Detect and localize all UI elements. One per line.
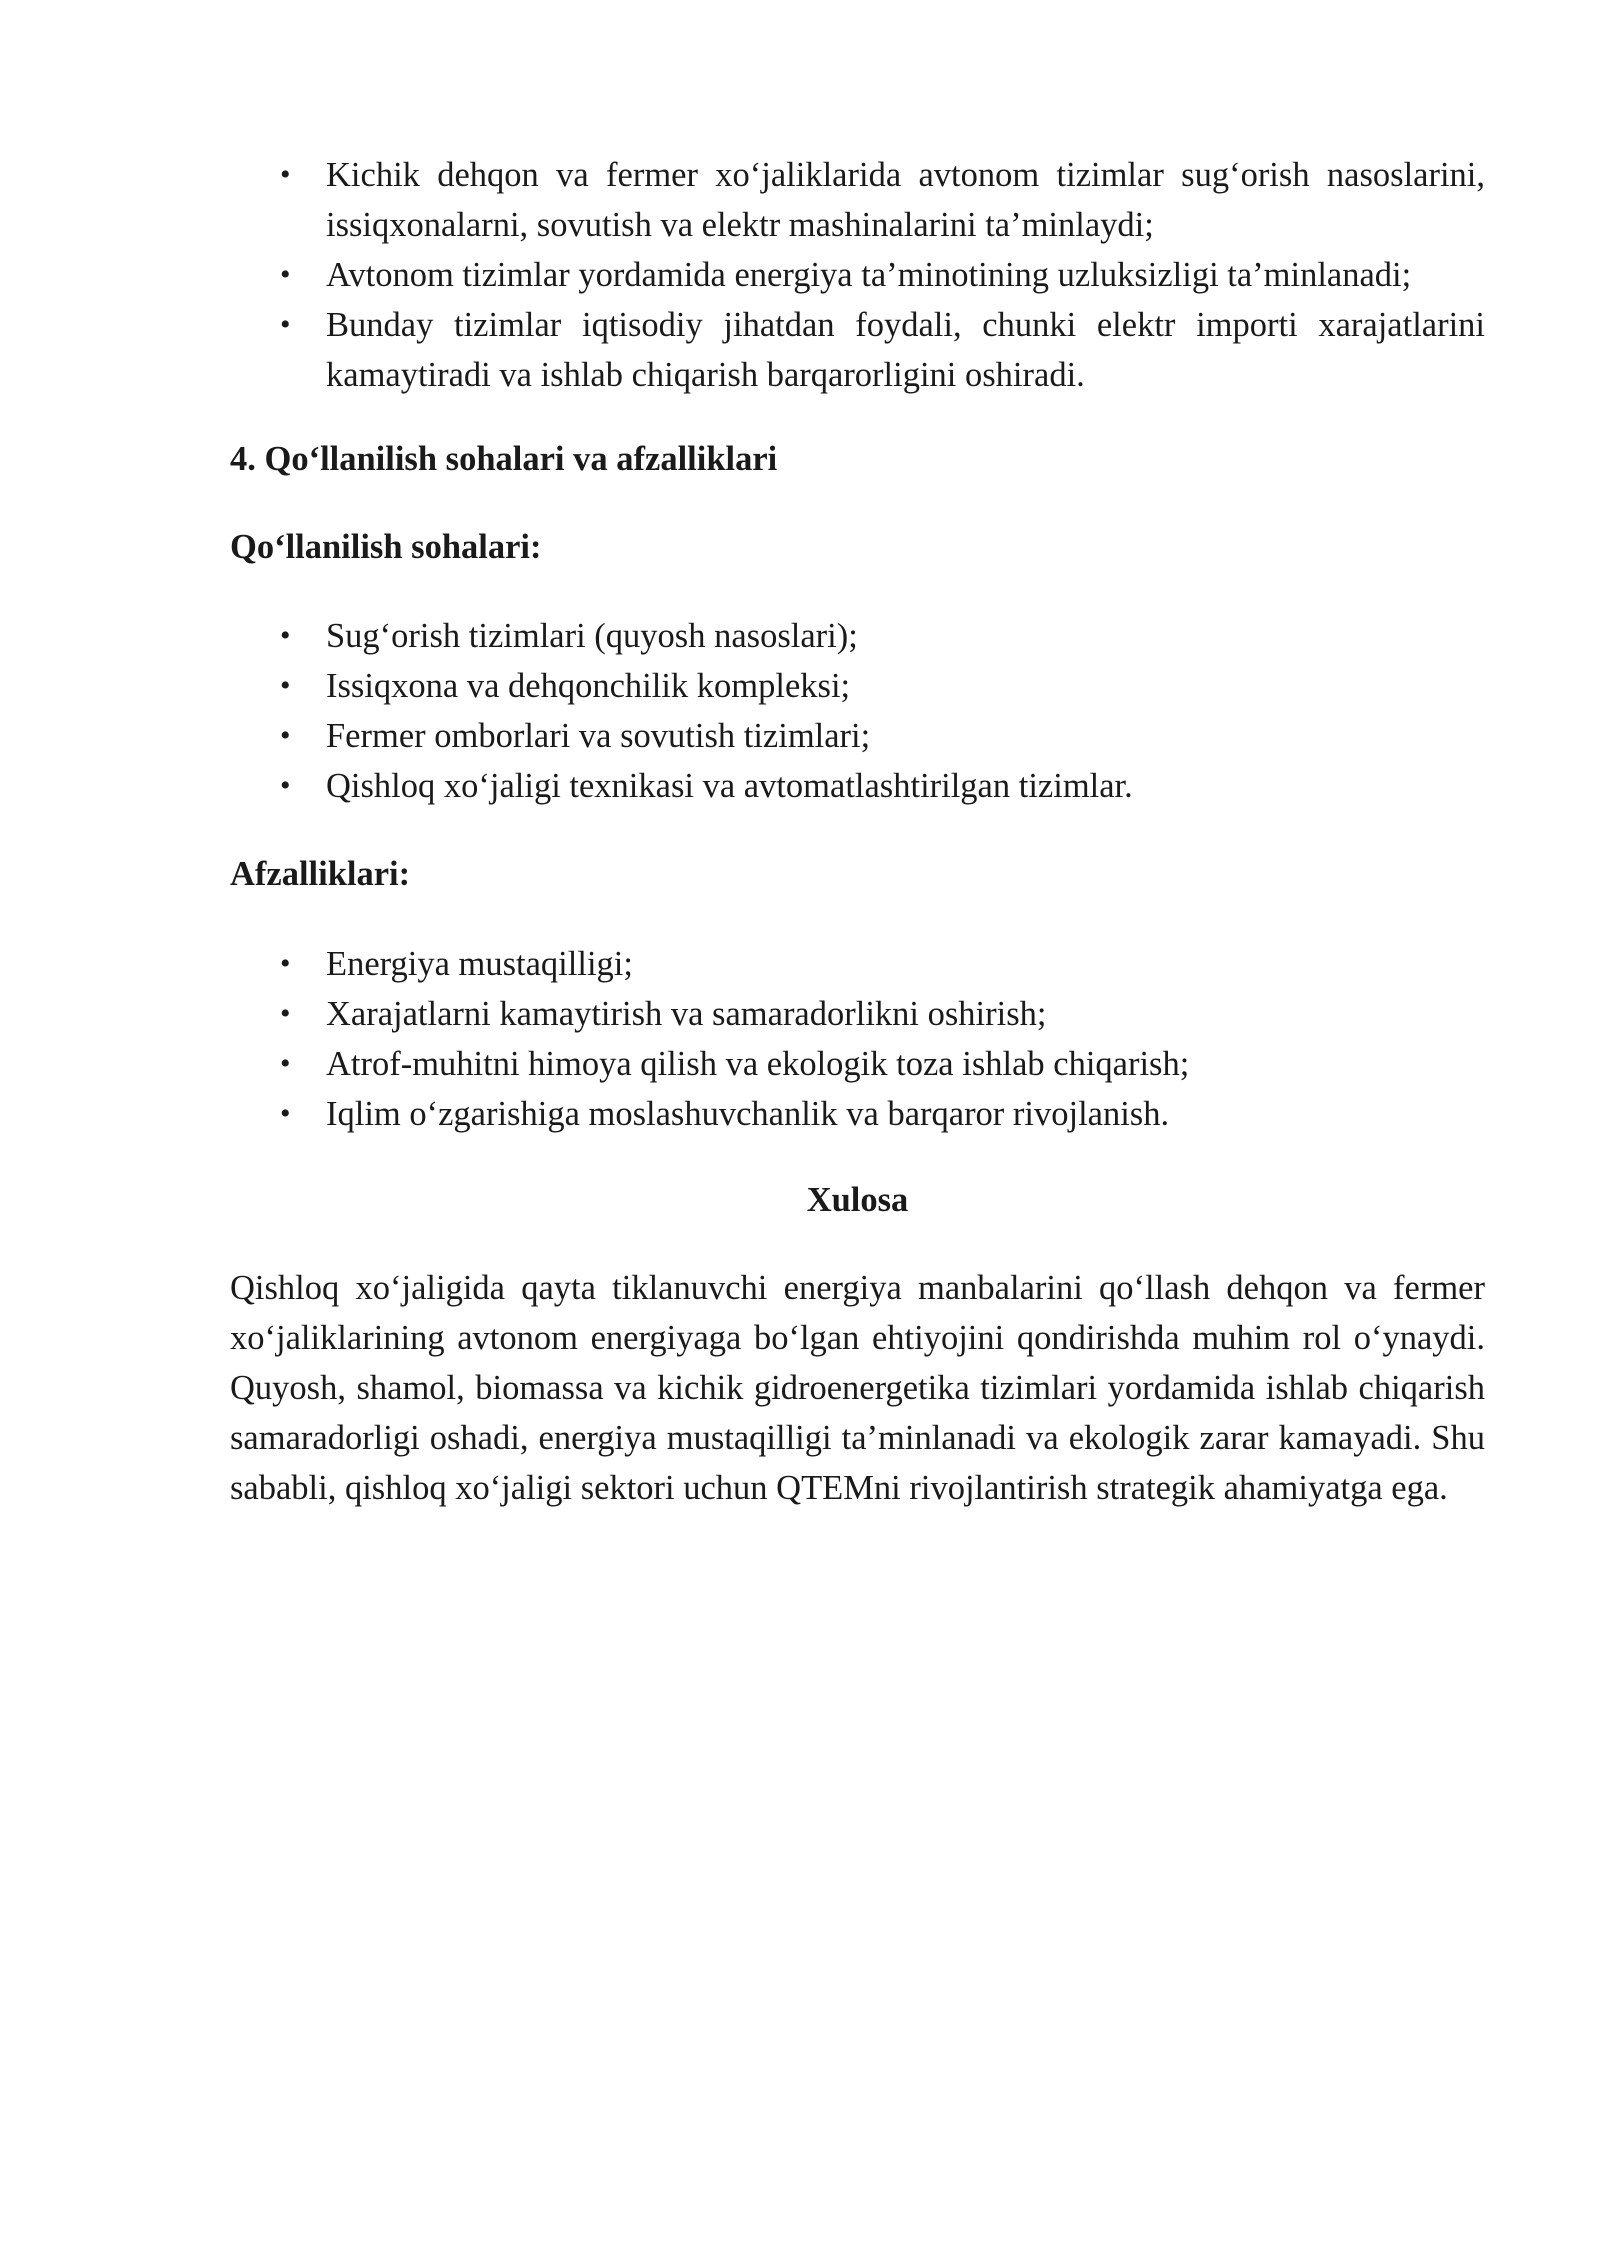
- areas-list: [230, 611, 1485, 811]
- conclusion-heading: Xulosa: [806, 1181, 909, 1219]
- list-item: • Issiqxona va dehqonchilik kompleksi;: [230, 661, 1485, 711]
- conclusion-paragraph: Qishloq xo‘jaligida qayta tiklanuvchi energiya manbalarini qo‘llash dehqon va fermer xo‘jaliklarining avtonom energiyaga bo‘lgan ehtiyojini qondirishda muhim rol o‘ynaydi. Quyosh, shamol, biomassa va kichik gidroenergetika tizimlari yordamida ishlab chiqarish samaradorligi oshadi, energiya mustaqilligi ta’minlanadi va ekologik zarar kamayadi. Shu sababli, qishloq xo‘jaligi sektori uchun QTEMni rivojlantirish strategik ahamiyatga ega.: [230, 1269, 1485, 1507]
- section-heading: 4. Qo‘llanilish sohalari va afzalliklari: [230, 440, 778, 478]
- autonomous-systems-list: [230, 150, 1485, 400]
- list-item: • Bunday tizimlar iqtisodiy jihatdan foydali, chunki elektr importi xarajatlarini kamaytiradi va ishlab chiqarish barqarorligini oshiradi.: [230, 300, 1485, 400]
- list-item: • Xarajatlarni kamaytirish va samaradorlikni oshirish;: [230, 989, 1485, 1039]
- list-item: • Qishloq xo‘jaligi texnikasi va avtomatlashtirilgan tizimlar.: [230, 761, 1485, 811]
- advantages-heading: Afzalliklari:: [230, 855, 411, 893]
- list-item: • Avtonom tizimlar yordamida energiya ta’minotining uzluksizligi ta’minlanadi;: [230, 250, 1485, 300]
- document-page: [230, 150, 1485, 1513]
- list-item: • Atrof-muhitni himoya qilish va ekologik toza ishlab chiqarish;: [230, 1039, 1485, 1089]
- areas-heading: Qo‘llanilish sohalari:: [230, 528, 542, 566]
- list-item: • Energiya mustaqilligi;: [230, 939, 1485, 989]
- list-item: • Iqlim o‘zgarishiga moslashuvchanlik va barqaror rivojlanish.: [230, 1089, 1485, 1139]
- list-item: • Kichik dehqon va fermer xo‘jaliklarida avtonom tizimlar sug‘orish nasoslarini, issiqxonalarni, sovutish va elektr mashinalarini ta’minlaydi;: [230, 150, 1485, 250]
- advantages-list: [230, 939, 1485, 1139]
- list-item: • Sug‘orish tizimlari (quyosh nasoslari);: [230, 611, 1485, 661]
- list-item: • Fermer omborlari va sovutish tizimlari;: [230, 711, 1485, 761]
